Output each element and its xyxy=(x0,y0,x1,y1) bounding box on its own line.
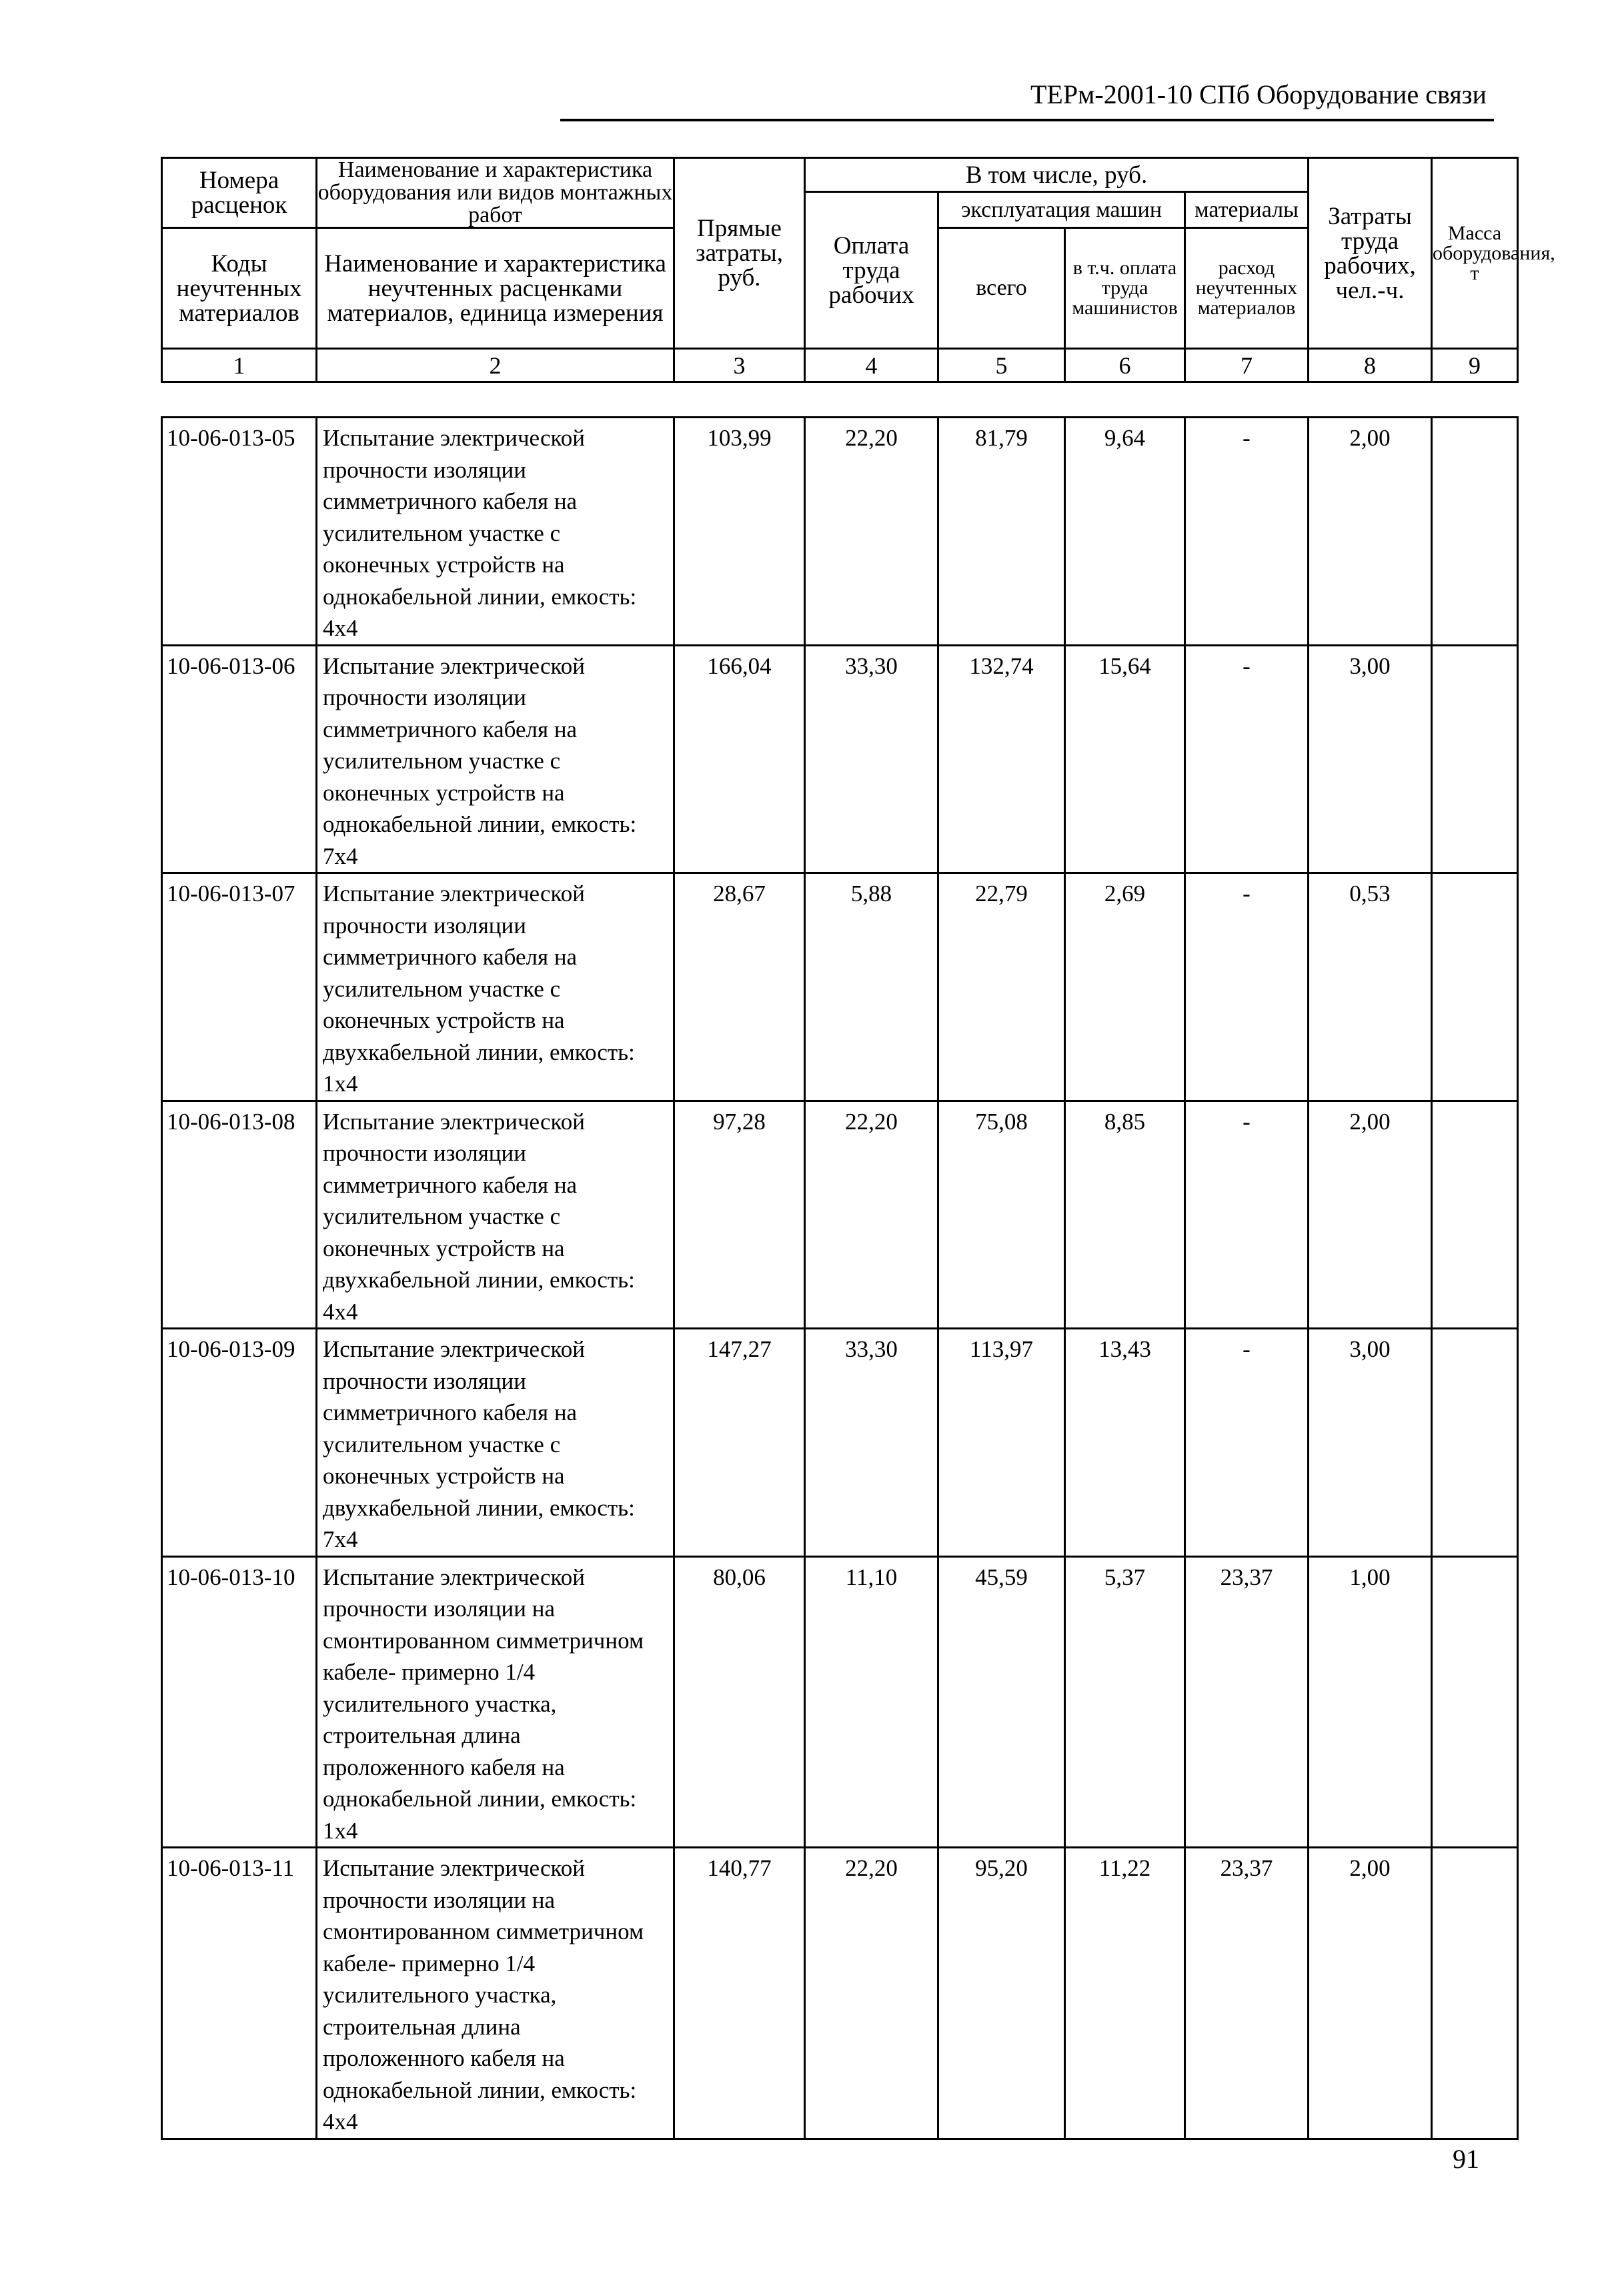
direct-costs: 28,67 xyxy=(674,873,805,1101)
materials-consumption: - xyxy=(1185,873,1309,1101)
description-line: Испытание электрической xyxy=(323,1336,585,1362)
description-line: оконечных устройств на xyxy=(323,1463,565,1489)
description-line: 7x4 xyxy=(323,842,358,869)
equipment-mass xyxy=(1432,1101,1518,1329)
col-index: 7 xyxy=(1185,349,1309,382)
description-line: Испытание электрической xyxy=(323,652,585,679)
rate-code: 10-06-013-09 xyxy=(162,1329,317,1557)
labor-hours: 1,00 xyxy=(1309,1556,1432,1848)
description-line: оконечных устройств на xyxy=(323,1007,565,1033)
description-line: прочности изоляции на xyxy=(323,1596,556,1622)
work-description xyxy=(317,873,674,1101)
machinists-pay: 9,64 xyxy=(1065,418,1185,646)
machines-total: 132,74 xyxy=(938,645,1065,873)
col-rate-numbers-header: Номера расценок xyxy=(162,158,317,228)
description-line: 1x4 xyxy=(323,1071,358,1097)
description-line: проложенного кабеля на xyxy=(323,1754,565,1780)
description-line: кабеле- примерно 1/4 xyxy=(323,1950,536,1976)
description-line: двухкабельной линии, емкость: xyxy=(323,1494,635,1521)
col-index: 4 xyxy=(805,349,938,382)
col-work-name-header: Наименование и характеристика оборудования или видов монтажных работ xyxy=(317,158,674,228)
labor-hours: 3,00 xyxy=(1309,1329,1432,1557)
description-line: строительная длина xyxy=(323,2013,521,2040)
labor-hours: 2,00 xyxy=(1309,1848,1432,2139)
col-machines-total-header: всего xyxy=(938,228,1065,349)
worker-pay: 22,20 xyxy=(805,418,938,646)
description-line: Испытание электрической xyxy=(323,881,585,907)
description-line: двухкабельной линии, емкость: xyxy=(323,1267,635,1293)
table-row xyxy=(162,1848,1518,2139)
col-worker-pay-header: Оплата труда рабочих xyxy=(805,192,938,349)
machines-total: 75,08 xyxy=(938,1101,1065,1329)
description-line: двухкабельной линии, емкость: xyxy=(323,1039,635,1065)
direct-costs: 166,04 xyxy=(674,645,805,873)
description-line: прочности изоляции на xyxy=(323,1886,556,1913)
table-row xyxy=(162,645,1518,873)
col-machines-group-header: эксплуатация машин xyxy=(938,192,1185,228)
materials-consumption: 23,37 xyxy=(1185,1848,1309,2139)
description-line: симметричного кабеля на xyxy=(323,944,578,970)
labor-hours: 2,00 xyxy=(1309,418,1432,646)
description-line: однокабельной линии, емкость: xyxy=(323,1786,637,1812)
direct-costs: 140,77 xyxy=(674,1848,805,2139)
col-labor-hours-header: Затраты труда рабочих, чел.-ч. xyxy=(1309,158,1432,349)
work-description xyxy=(317,1101,674,1329)
rate-code: 10-06-013-08 xyxy=(162,1101,317,1329)
col-index: 2 xyxy=(317,349,674,382)
worker-pay: 5,88 xyxy=(805,873,938,1101)
machines-total: 81,79 xyxy=(938,418,1065,646)
rate-code: 10-06-013-05 xyxy=(162,418,317,646)
col-materials-group-header: материалы xyxy=(1185,192,1309,228)
rate-code: 10-06-013-06 xyxy=(162,645,317,873)
description-line: строительная длина xyxy=(323,1722,521,1748)
machines-total: 95,20 xyxy=(938,1848,1065,2139)
labor-hours: 2,00 xyxy=(1309,1101,1432,1329)
description-line: Испытание электрической xyxy=(323,1564,585,1590)
description-line: смонтированном симметричном xyxy=(323,1918,644,1944)
materials-consumption: - xyxy=(1185,1101,1309,1329)
description-line: 4x4 xyxy=(323,1298,358,1325)
col-index: 1 xyxy=(162,349,317,382)
col-machinists-pay-header: в т.ч. оплата труда машинистов xyxy=(1065,228,1185,349)
machines-total: 45,59 xyxy=(938,1556,1065,1848)
description-line: усилительного участка, xyxy=(323,1982,557,2008)
col-materials-consumption-header: расход неучтенных материалов xyxy=(1185,228,1309,349)
rates-table xyxy=(161,416,1519,2140)
equipment-mass xyxy=(1432,1329,1518,1557)
description-line: однокабельной линии, емкость: xyxy=(323,2077,637,2103)
col-index: 6 xyxy=(1065,349,1185,382)
description-line: прочности изоляции xyxy=(323,684,526,710)
machinists-pay: 13,43 xyxy=(1065,1329,1185,1557)
description-line: Испытание электрической xyxy=(323,1108,585,1135)
worker-pay: 33,30 xyxy=(805,645,938,873)
description-line: 1x4 xyxy=(323,1817,358,1844)
description-line: прочности изоляции xyxy=(323,1140,526,1166)
machinists-pay: 11,22 xyxy=(1065,1848,1185,2139)
materials-consumption: 23,37 xyxy=(1185,1556,1309,1848)
machinists-pay: 15,64 xyxy=(1065,645,1185,873)
description-line: кабеле- примерно 1/4 xyxy=(323,1659,536,1685)
description-line: однокабельной линии, емкость: xyxy=(323,583,637,610)
direct-costs: 80,06 xyxy=(674,1556,805,1848)
col-unaccounted-codes-header: Коды неучтенных материалов xyxy=(162,228,317,349)
description-line: оконечных устройств на xyxy=(323,1235,565,1261)
materials-consumption: - xyxy=(1185,1329,1309,1557)
description-line: усилительном участке с xyxy=(323,975,561,1002)
description-line: усилительного участка, xyxy=(323,1690,557,1717)
col-index: 8 xyxy=(1309,349,1432,382)
labor-hours: 3,00 xyxy=(1309,645,1432,873)
description-line: усилительном участке с xyxy=(323,520,561,546)
work-description xyxy=(317,1329,674,1557)
table-row xyxy=(162,418,1518,646)
direct-costs: 103,99 xyxy=(674,418,805,646)
work-description xyxy=(317,1556,674,1848)
equipment-mass xyxy=(1432,418,1518,646)
machines-total: 22,79 xyxy=(938,873,1065,1101)
col-direct-costs-header: Прямые затраты, руб. xyxy=(674,158,805,349)
title-rule xyxy=(560,119,1494,121)
running-title: ТЕРм-2001-10 СПб Оборудование связи xyxy=(1030,79,1487,109)
description-line: усилительном участке с xyxy=(323,748,561,774)
description-line: усилительном участке с xyxy=(323,1431,561,1458)
col-materials-name-header: Наименование и характеристика неучтенных расценками материалов, единица измерения xyxy=(317,228,674,349)
table-header xyxy=(161,157,1555,383)
description-line: симметричного кабеля на xyxy=(323,716,578,742)
worker-pay: 11,10 xyxy=(805,1556,938,1848)
separator-line xyxy=(161,382,1503,383)
description-line: симметричного кабеля на xyxy=(323,1171,578,1198)
machinists-pay: 5,37 xyxy=(1065,1556,1185,1848)
description-line: прочности изоляции xyxy=(323,456,526,483)
rate-code: 10-06-013-10 xyxy=(162,1556,317,1848)
machines-total: 113,97 xyxy=(938,1329,1065,1557)
work-description xyxy=(317,645,674,873)
work-description xyxy=(317,418,674,646)
description-line: оконечных устройств на xyxy=(323,779,565,806)
description-line: оконечных устройств на xyxy=(323,552,565,578)
materials-consumption: - xyxy=(1185,645,1309,873)
equipment-mass xyxy=(1432,1848,1518,2139)
col-index: 9 xyxy=(1432,349,1518,382)
rate-code: 10-06-013-07 xyxy=(162,873,317,1101)
col-index: 5 xyxy=(938,349,1065,382)
description-line: симметричного кабеля на xyxy=(323,488,578,514)
description-line: Испытание электрической xyxy=(323,1855,585,1881)
col-group-including-header: В том числе, руб. xyxy=(805,158,1309,192)
description-line: 4x4 xyxy=(323,615,358,641)
description-line: прочности изоляции xyxy=(323,912,526,939)
col-index: 3 xyxy=(674,349,805,382)
table-row xyxy=(162,1329,1518,1557)
table-row xyxy=(162,873,1518,1101)
description-line: 4x4 xyxy=(323,2109,358,2135)
worker-pay: 22,20 xyxy=(805,1848,938,2139)
equipment-mass xyxy=(1432,873,1518,1101)
worker-pay: 33,30 xyxy=(805,1329,938,1557)
description-line: симметричного кабеля на xyxy=(323,1399,578,1426)
table-row xyxy=(162,1101,1518,1329)
description-line: смонтированном симметричном xyxy=(323,1627,644,1654)
materials-consumption: - xyxy=(1185,418,1309,646)
page-number: 91 xyxy=(1453,2144,1479,2174)
description-line: усилительном участке с xyxy=(323,1203,561,1229)
direct-costs: 97,28 xyxy=(674,1101,805,1329)
equipment-mass xyxy=(1432,645,1518,873)
machinists-pay: 8,85 xyxy=(1065,1101,1185,1329)
col-mass-header: Масса оборудования, т xyxy=(1432,158,1518,349)
worker-pay: 22,20 xyxy=(805,1101,938,1329)
rate-code: 10-06-013-11 xyxy=(162,1848,317,2139)
machinists-pay: 2,69 xyxy=(1065,873,1185,1101)
description-line: Испытание электрической xyxy=(323,425,585,451)
table-row xyxy=(162,1556,1518,1848)
direct-costs: 147,27 xyxy=(674,1329,805,1557)
description-line: 7x4 xyxy=(323,1526,358,1552)
description-line: однокабельной линии, емкость: xyxy=(323,811,637,837)
description-line: прочности изоляции xyxy=(323,1367,526,1394)
work-description xyxy=(317,1848,674,2139)
equipment-mass xyxy=(1432,1556,1518,1848)
labor-hours: 0,53 xyxy=(1309,873,1432,1101)
description-line: проложенного кабеля на xyxy=(323,2045,565,2071)
